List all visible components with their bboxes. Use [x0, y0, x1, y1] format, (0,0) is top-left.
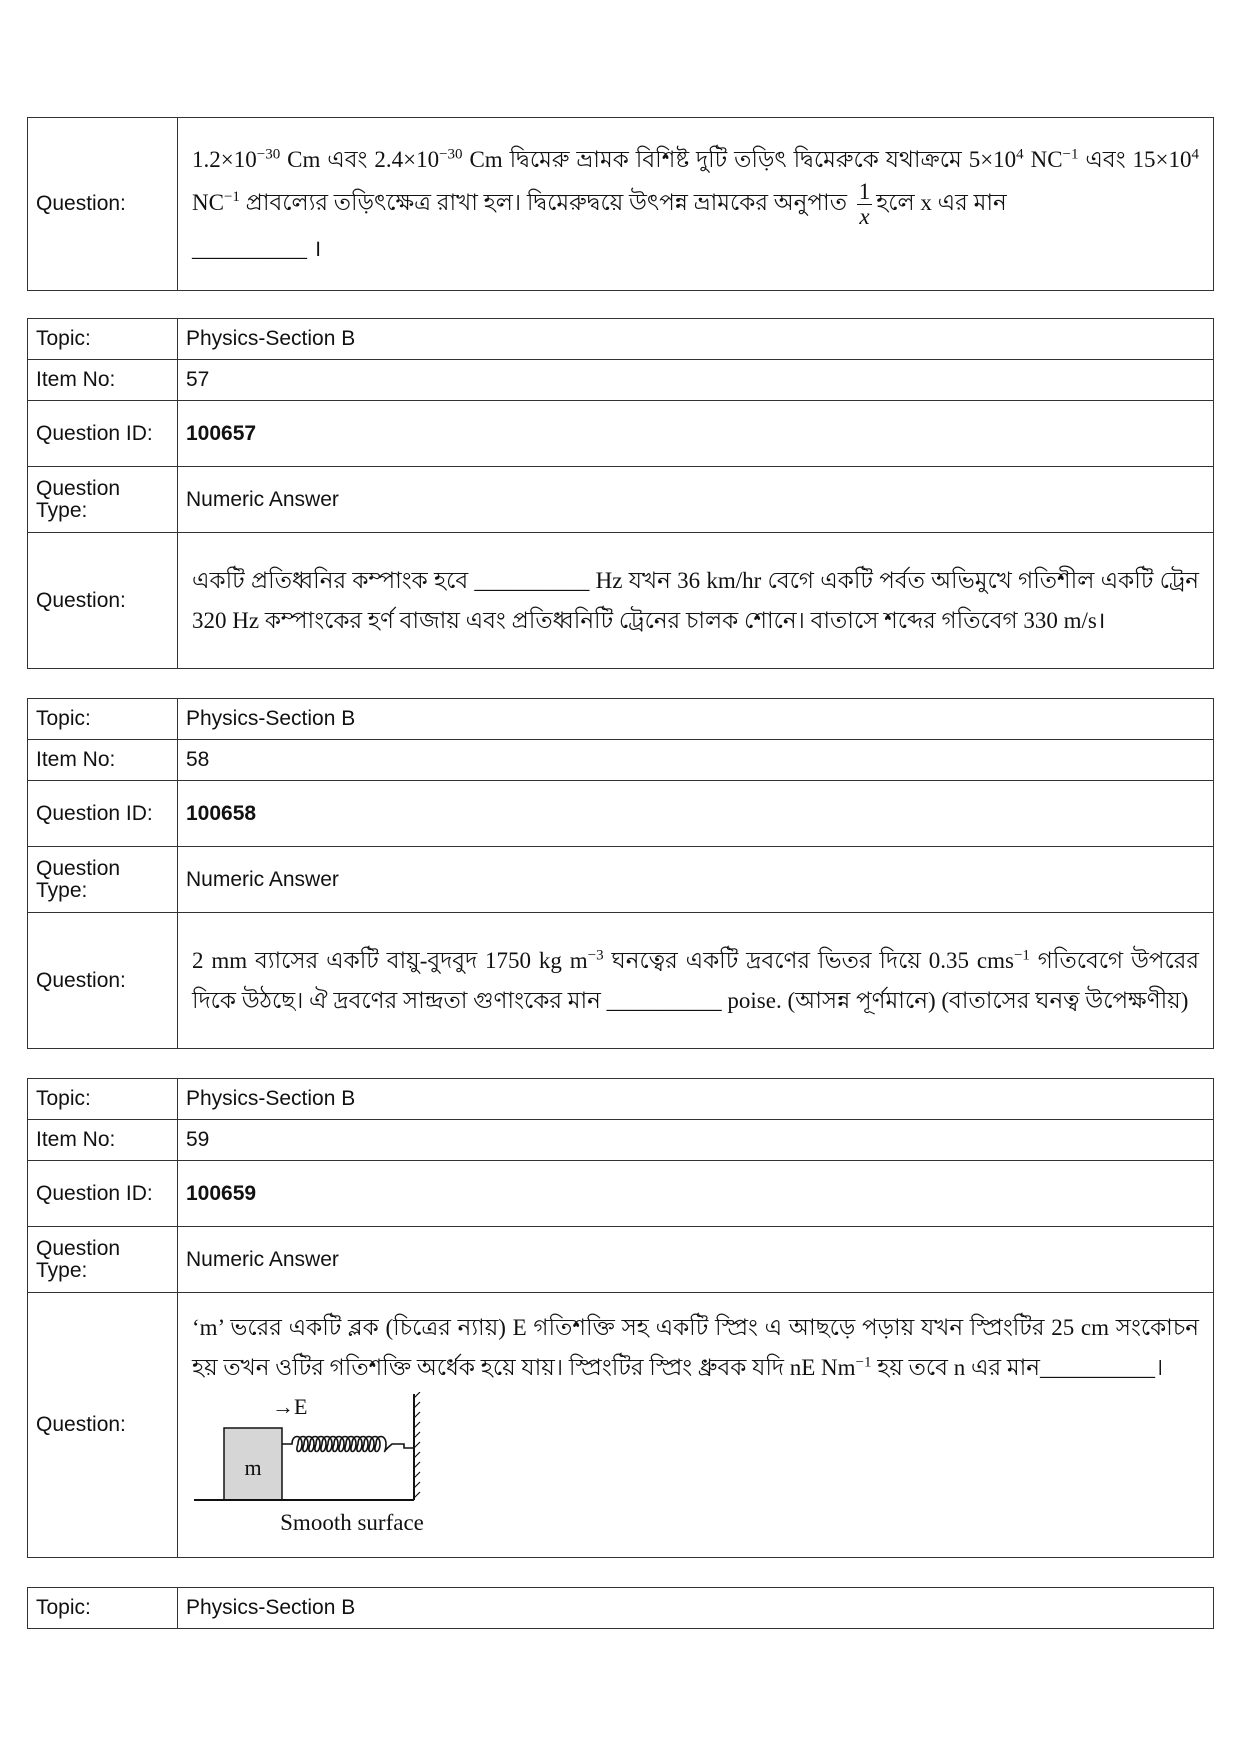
question-text: একটি প্রতিধ্বনির কম্পাংক হবে __________ Hz যখন 36 km/hr বেগে একটি পর্বত অভিমুখে গতিশীল একটি ট্রেন 320 Hz কম্পাংকের হর্ণ বাজায় এবং প্রতিধ্বনিটি ট্রেনের চালক শোনে। বাতাসে শব্দের গতিবেগ 330 m/s। — [178, 533, 1214, 669]
topic-value: Physics-Section B — [178, 1079, 1214, 1120]
item-no-label: Item No: — [28, 1120, 178, 1161]
block-label: m — [244, 1455, 262, 1480]
surface-label: Smooth surface — [280, 1510, 424, 1535]
question-id-label: Question ID: — [28, 401, 178, 467]
question-type-value: Numeric Answer — [178, 467, 1214, 533]
question-label: Question: — [28, 913, 178, 1049]
topic-value: Physics-Section B — [178, 699, 1214, 740]
item-no-value: 59 — [178, 1120, 1214, 1161]
spring-block-figure — [192, 1392, 1199, 1542]
question-type-label: Question Type: — [28, 847, 178, 913]
topic-label: Topic: — [28, 1079, 178, 1120]
answer-blank: __________ । — [192, 235, 322, 261]
topic-label: Topic: — [28, 1588, 178, 1629]
question-type-label: Question Type: — [28, 467, 178, 533]
velocity-label: →E — [272, 1394, 308, 1419]
question-type-label: Question Type: — [28, 1227, 178, 1293]
question-text: 2 mm ব্যাসের একটি বায়ু-বুদবুদ 1750 kg $m^{-3}$ ঘনত্বের একটি দ্রবণের ভিতর দিয়ে 0.35 cms$^{-1}$ গতিবেগে উপরের দিকে উঠছে। ঐ দ্রবণের সান্দ্রতা গুণাংকের মান __________ poise. (আসন্ন পূর্ণমানে) (বাতাসের ঘনত্ব উপেক্ষণীয়) — [178, 913, 1214, 1049]
spring-coil — [282, 1437, 414, 1452]
question-block-60 — [27, 1587, 1214, 1629]
question-text: ‘m’ ভরের একটি ব্লক (চিত্রের ন্যায়) E গতিশক্তি সহ একটি স্প্রিং এ আছড়ে পড়ায় যখন স্প্রিংটির 25 cm সংকোচন হয় তখন ওটির গতিশক্তি অর্ধেক হয়ে যায়। স্প্রিংটির স্প্রিং ধ্রুবক যদি nE $Nm^{-1}$ হয় তবে n এর মান__________। →E m Smooth surface — [178, 1293, 1214, 1558]
item-no-value: 58 — [178, 740, 1214, 781]
question-id-value: 100657 — [178, 401, 1214, 467]
question-label: Question: — [28, 533, 178, 669]
question-block-58 — [27, 698, 1214, 1049]
question-type-value: Numeric Answer — [178, 1227, 1214, 1293]
item-no-label: Item No: — [28, 360, 178, 401]
question-id-value: 100659 — [178, 1161, 1214, 1227]
question-type-value: Numeric Answer — [178, 847, 1214, 913]
question-block-56 — [27, 117, 1214, 291]
question-id-label: Question ID: — [28, 781, 178, 847]
question-id-value: 100658 — [178, 781, 1214, 847]
question-label: Question: — [28, 118, 178, 291]
question-label: Question: — [28, 1293, 178, 1558]
topic-label: Topic: — [28, 699, 178, 740]
topic-value: Physics-Section B — [178, 319, 1214, 360]
item-no-value: 57 — [178, 360, 1214, 401]
question-id-label: Question ID: — [28, 1161, 178, 1227]
topic-label: Topic: — [28, 319, 178, 360]
fraction-one-over-x: $\frac{1}{x}$ — [858, 178, 871, 229]
item-no-label: Item No: — [28, 740, 178, 781]
question-block-57 — [27, 318, 1214, 669]
question-text: $1.2\times 10^{-30}$ Cm এবং $2.4\times 10^{-30}$ Cm দ্বিমেরু ভ্রামক বিশিষ্ট দুটি তড়িৎ দ্বিমেরুকে যথাক্রমে $5\times 10^4$ $NC^{-1}$ এবং $15\times 10^4$ $NC^{-1}$ প্রাবল্যের তড়িৎক্ষেত্র রাখা হল। দ্বিমেরুদ্বয়ে উৎপন্ন ভ্রামকের অনুপাত $\frac{1}{x}$ হলে x এর মান __________ । — [178, 118, 1214, 291]
question-block-59 — [27, 1078, 1214, 1558]
topic-value: Physics-Section B — [178, 1588, 1214, 1629]
